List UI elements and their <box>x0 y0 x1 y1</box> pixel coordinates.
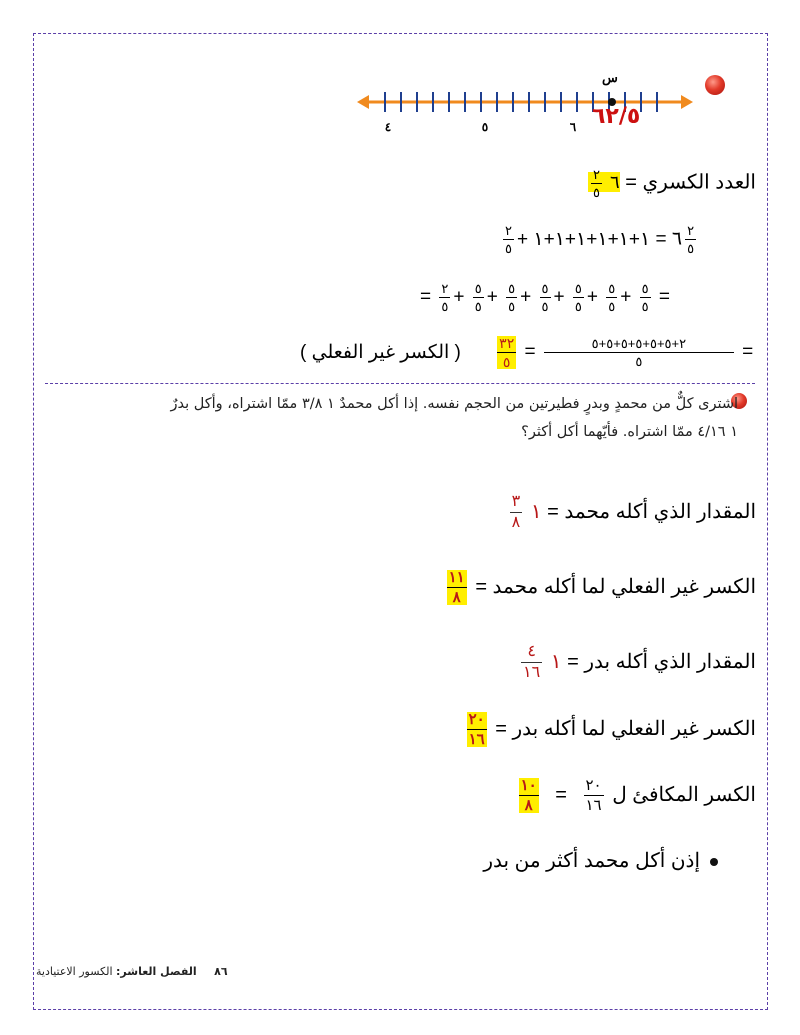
ones-sum-line <box>500 224 755 255</box>
equivalent-line <box>516 778 756 813</box>
plus-sign: + <box>453 286 465 308</box>
point-label: س <box>602 70 618 85</box>
conclusion-text: إذن أكل محمد أكثر من بدر <box>483 850 700 872</box>
badr-improper-line <box>464 712 756 747</box>
mohammed-improper-label: الكسر غير الفعلي لما أكله محمد = <box>475 575 756 598</box>
mohammed-fraction: $\frac{٣}{٨}$ <box>511 493 521 531</box>
fraction: $\frac{٥}{٥}$ <box>508 281 516 314</box>
bullet-icon <box>710 858 718 866</box>
plus-sign: + <box>553 286 565 308</box>
fraction: $\frac{٥}{٥}$ <box>641 281 649 314</box>
conclusion-line <box>483 848 718 873</box>
fraction: $\frac{٥}{٥}$ <box>608 281 616 314</box>
badr-fraction: $\frac{٤}{١٦}$ <box>523 643 541 681</box>
ones-sum: = ١+١+١+١+١+١ + <box>516 228 667 250</box>
tick-label-5: ٥ <box>481 120 489 134</box>
equivalent-label: الكسر المكافئ ل <box>612 783 756 806</box>
improper-note: ( الكسر غير الفعلي ) <box>300 341 461 363</box>
eq-sign: = <box>420 286 432 308</box>
mixed-fraction <box>591 168 602 199</box>
tick-label-4: ٤ <box>384 120 392 134</box>
tick-label-6: ٦ <box>569 120 577 134</box>
equivalent-from-fraction: $\frac{٢٠}{١٦}$ <box>585 777 602 814</box>
question-marker-icon <box>705 75 725 95</box>
eq-sign: = <box>555 783 567 806</box>
fraction: $\frac{٥}{٥}$ <box>474 281 482 314</box>
badr-whole: ١ <box>550 650 562 673</box>
fraction: $\frac{٢}{٥}$ <box>687 223 695 256</box>
numerator: ٢ <box>593 167 601 182</box>
section-divider <box>45 383 755 384</box>
mixed-number-line <box>588 168 756 199</box>
chapter-label: الفصل العاشر: <box>116 965 197 978</box>
result-fraction: $\frac{٣٢}{٥}$ <box>499 335 515 370</box>
plus-sign: + <box>520 286 532 308</box>
equivalent-to-fraction: $\frac{١٠}{٨}$ <box>520 777 537 814</box>
improper-result-line <box>300 336 760 369</box>
problem-line-1: اشترى كلٌّ من محمدٍ وبدرٍ فطيرتين من الحجم نفسه. إذا أكل محمدٌ ١ ٣/٨ ممّا اشتراه، وأكل بدرٌ <box>170 396 738 412</box>
problem-line-2: ١ ٤/١٦ ممّا اشتراه. فأيّهما أكل أكثر؟ <box>521 424 738 440</box>
mohammed-amount-label: المقدار الذي أكله محمد = <box>547 500 756 523</box>
fraction: $\frac{٢}{٥}$ <box>505 223 512 256</box>
eq-sign: = <box>524 341 536 363</box>
sum-fraction: $\frac{٢+٥+٥+٥+٥+٥+٥}{٥}$ <box>544 337 734 368</box>
denominator: ٥ <box>593 185 601 200</box>
fifths-sum-line <box>420 282 760 313</box>
badr-amount-label: المقدار الذي أكله بدر = <box>567 650 756 673</box>
problem-text <box>48 390 738 446</box>
handwritten-answer: ٦٢/٥ <box>592 104 641 129</box>
fraction: $\frac{٢}{٥}$ <box>441 281 449 314</box>
mohammed-amount-line <box>507 494 756 531</box>
fraction: $\frac{٥}{٥}$ <box>541 281 549 314</box>
mixed-whole: ٦ <box>671 228 683 250</box>
fraction: $\frac{٥}{٥}$ <box>574 281 582 314</box>
plus-sign: + <box>586 286 598 308</box>
mixed-number-highlight <box>588 167 620 200</box>
badr-amount-line <box>518 644 756 681</box>
mixed-number-label: العدد الكسري = <box>625 171 756 194</box>
badr-improper-fraction: $\frac{٢٠}{١٦}$ <box>468 711 485 748</box>
page-number: ٨٦ <box>214 965 228 978</box>
number-line <box>355 78 695 138</box>
eq-sign: = <box>742 341 754 363</box>
chapter-title: الكسور الاعتيادية <box>36 965 113 978</box>
plus-sign: + <box>486 286 498 308</box>
eq-sign: = <box>658 286 671 308</box>
plus-sign: + <box>620 286 632 308</box>
mohammed-improper-line <box>444 570 756 605</box>
mohammed-whole: ١ <box>530 500 542 523</box>
page-footer <box>36 965 296 978</box>
mixed-whole: ٦ <box>610 172 620 193</box>
mohammed-improper-fraction: $\frac{١١}{٨}$ <box>448 569 465 606</box>
badr-improper-label: الكسر غير الفعلي لما أكله بدر = <box>495 717 756 740</box>
